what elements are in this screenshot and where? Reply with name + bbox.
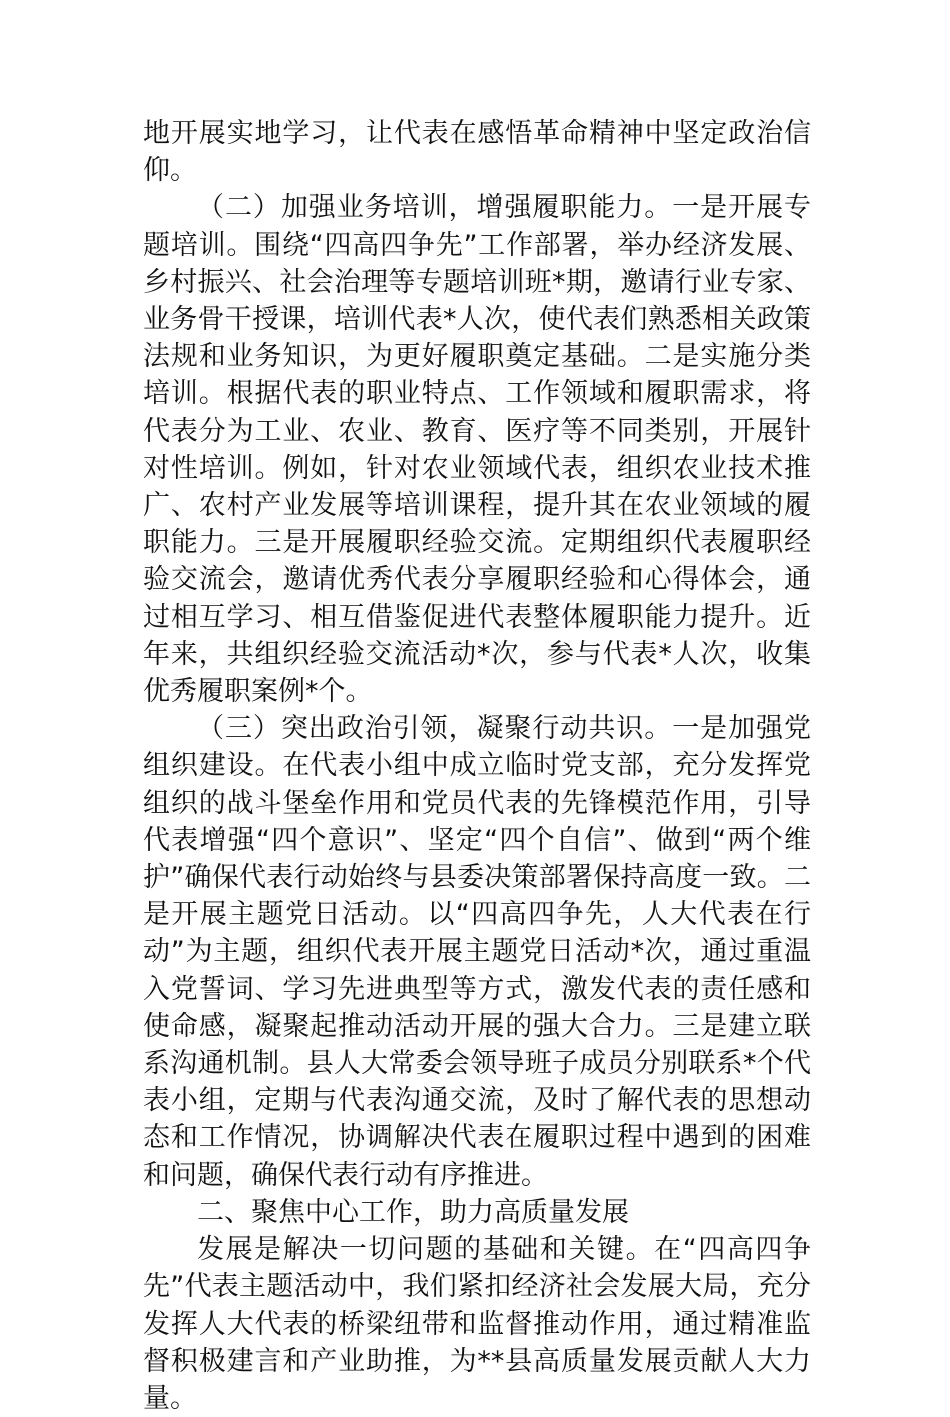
paragraph-development: 发展是解决一切问题的基础和关键。在“四高四争先”代表主题活动中，我们紧扣经济社会发展大局，充分发挥人大代表的桥梁纽带和监督推动作用，通过精准监督积极建言和产业助推，为**县高质量发展贡献人大力量。 [143,1234,811,1414]
section-heading: 二、聚焦中心工作，助力高质量发展 [197,1196,629,1228]
document-body [143,115,811,1417]
paragraph-continuation: 地开展实地学习，让代表在感悟革命精神中坚定政治信仰。 [143,118,811,187]
paragraph-business-training: （二）加强业务培训，增强履职能力。一是开展专题培训。围绕“四高四争先”工作部署，举办经济发展、乡村振兴、社会治理等专题培训班*期，邀请行业专家、业务骨干授课，培训代表*人次，使代表们熟悉相关政策法规和业务知识，为更好履职奠定基础。二是实施分类培训。根据代表的职业特点、工作领域和履职需求，将代表分为工业、农业、教育、医疗等不同类别，开展针对性培训。例如，针对农业领域代表，组织农业技术推广、农村产业发展等培训课程，提升其在农业领域的履职能力。三是开展履职经验交流。定期组织代表履职经验交流会，邀请优秀代表分享履职经验和心得体会，通过相互学习、相互借鉴促进代表整体履职能力提升。近年来，共组织经验交流活动*次，参与代表*人次，收集优秀履职案例*个。 [143,192,811,708]
paragraph-political-guidance: （三）突出政治引领，凝聚行动共识。一是加强党组织建设。在代表小组中成立临时党支部，充分发挥党组织的战斗堡垒作用和党员代表的先锋模范作用，引导代表增强“四个意识”、坚定“四个自信”、做到“两个维护”确保代表行动始终与县委决策部署保持高度一致。二是开展主题党日活动。以“四高四争先，人大代表在行动”为主题，组织代表开展主题党日活动*次，通过重温入党誓词、学习先进典型等方式，激发代表的责任感和使命感，凝聚起推动活动开展的强大合力。三是建立联系沟通机制。县人大常委会领导班子成员分别联系*个代表小组，定期与代表沟通交流，及时了解代表的思想动态和工作情况，协调解决代表在履职过程中遇到的困难和问题，确保代表行动有序推进。 [143,713,811,1191]
